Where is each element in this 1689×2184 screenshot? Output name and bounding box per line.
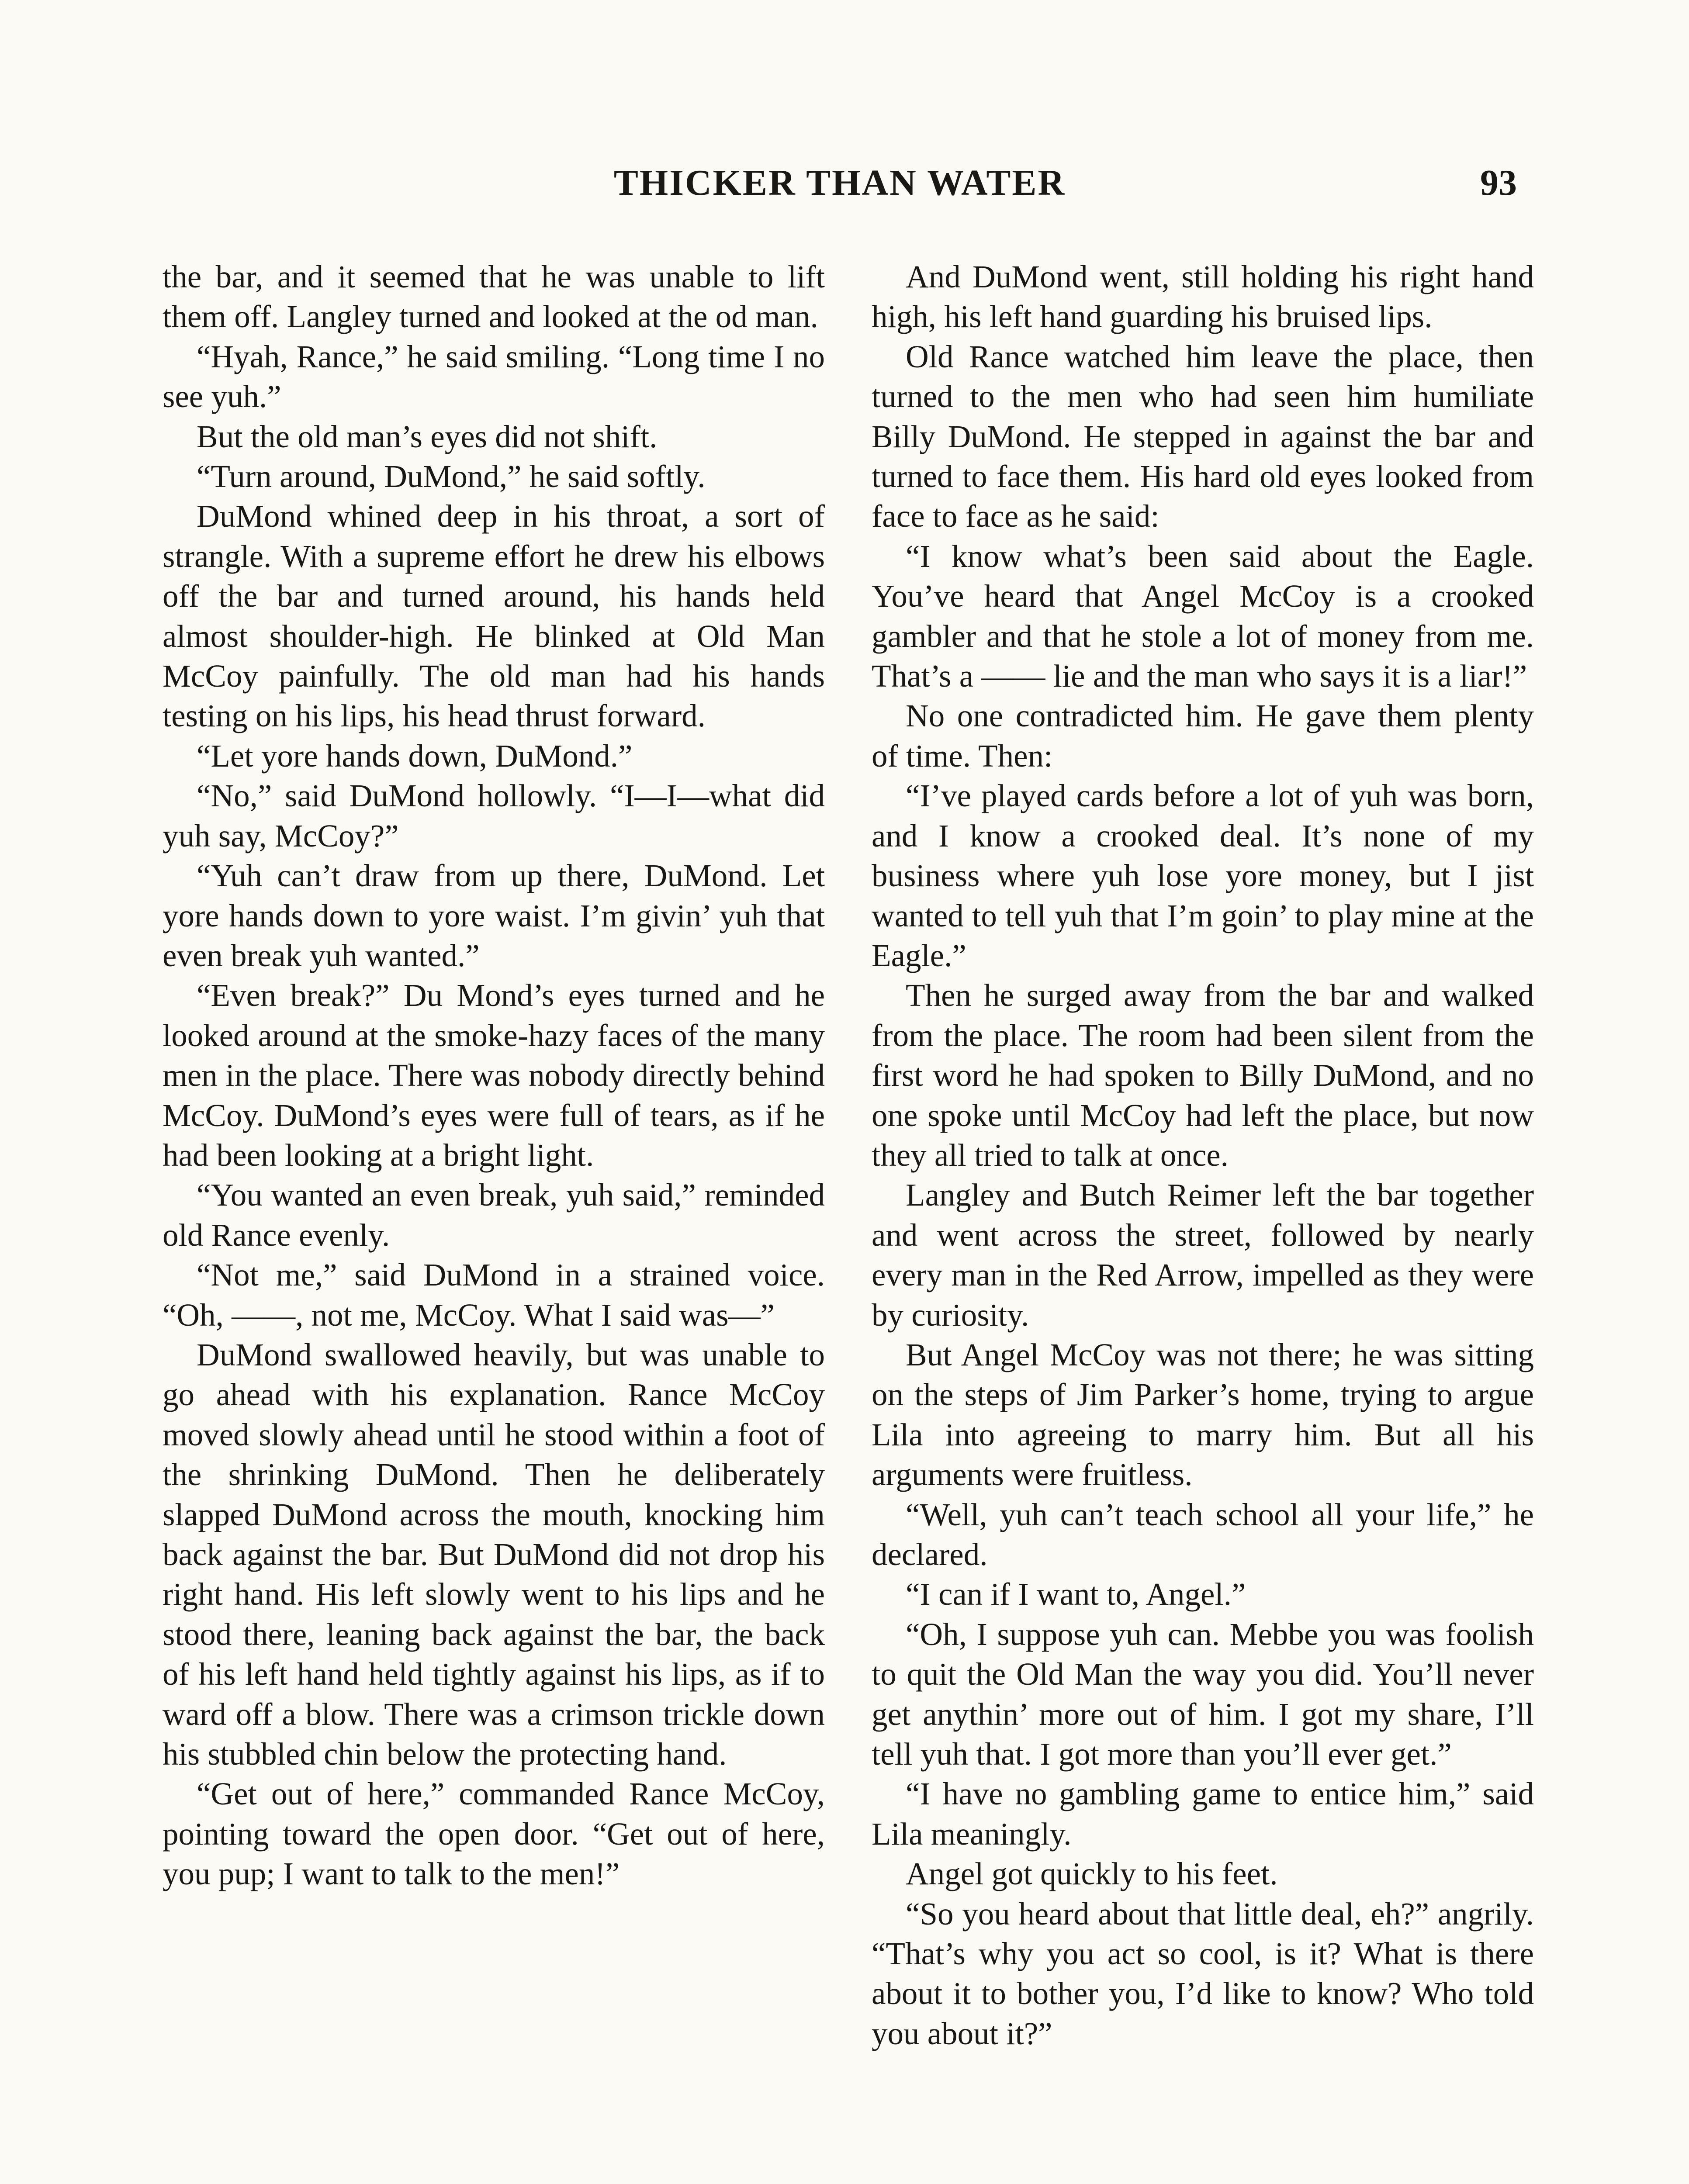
paragraph: “I know what’s been said about the Eagle. You’ve heard that Angel McCoy is a crooked gambler and that he stole a lot of money from me. That’s a —— lie and the man who says it is a liar!”: [872, 538, 1534, 694]
paragraph: “Yuh can’t draw from up there, DuMond. Let yore hands down to yore waist. I’m givin’ yuh that even break yuh wanted.”: [163, 858, 825, 973]
paragraph: “Get out of here,” commanded Rance McCoy, pointing toward the open door. “Get out of here, you pup; I want to talk to the men!”: [163, 1776, 825, 1892]
paragraph: “Even break?” Du Mond’s eyes turned and he looked around at the smoke-hazy faces of the many men in the place. There was nobody directly behind McCoy. DuMond’s eyes were full of tears, as if he had been looking at a bright light.: [163, 978, 825, 1173]
paragraph: “I’ve played cards before a lot of yuh was born, and I know a crooked deal. It’s none of my business where yuh lose yore money, but I jist wanted to tell yuh that I’m goin’ to play mine at the Eagle.”: [872, 778, 1534, 973]
paragraph: “You wanted an even break, yuh said,” reminded old Rance evenly.: [163, 1177, 825, 1253]
paragraph: the bar, and it seemed that he was unable to lift them off. Langley turned and looked at the od man.: [163, 259, 825, 335]
paragraph: “Well, yuh can’t teach school all your life,” he declared.: [872, 1496, 1534, 1572]
paragraph: And DuMond went, still holding his right hand high, his left hand guarding his bruised lips.: [872, 259, 1534, 335]
paragraph: “I can if I want to, Angel.”: [906, 1576, 1246, 1612]
paragraph: “I have no gambling game to entice him,” said Lila meaningly.: [872, 1776, 1534, 1852]
page-header: [163, 162, 1517, 214]
paragraph: DuMond whined deep in his throat, a sort of strangle. With a supreme effort he drew his elbows off the bar and turned around, his hands held almost shoulder-high. He blinked at Old Man McCoy painfully. The old man had his hands testing on his lips, his head thrust forward.: [163, 498, 825, 734]
paragraph: Old Rance watched him leave the place, then turned to the men who had seen him humiliate Billy DuMond. He stepped in against the bar and turned to face them. His hard old eyes looked from face to face as he said:: [872, 339, 1534, 534]
paragraph: “Let yore hands down, DuMond.”: [197, 738, 633, 774]
paragraph: No one contradicted him. He gave them plenty of time. Then:: [872, 698, 1534, 774]
paragraph: But Angel McCoy was not there; he was sitting on the steps of Jim Parker’s home, trying to argue Lila into agreeing to marry him. But all his arguments were fruitless.: [872, 1337, 1534, 1493]
paragraph: Then he surged away from the bar and walked from the place. The room had been silent from the first word he had spoken to Billy DuMond, and no one spoke until McCoy had left the place, but now they all tried to talk at once.: [872, 978, 1534, 1173]
page-number: 93: [1480, 162, 1517, 203]
paragraph: “Not me,” said DuMond in a strained voice. “Oh, ——, not me, McCoy. What I said was—”: [163, 1257, 825, 1333]
paragraph: “So you heard about that little deal, eh?” angrily. “That’s why you act so cool, is it? What is there about it to bother you, I’d like to know? Who told you about it?”: [872, 1896, 1534, 2051]
paragraph: Langley and Butch Reimer left the bar together and went across the street, followed by nearly every man in the Red Arrow, impelled as they were by curiosity.: [872, 1177, 1534, 1333]
paragraph: “Oh, I suppose yuh can. Mebbe you was foolish to quit the Old Man the way you did. You’ll never get anythin’ more out of him. I got my share, I’ll tell yuh that. I got more than you’ll ever get.”: [872, 1616, 1534, 1772]
left-column: [163, 257, 825, 1894]
paragraph: DuMond swallowed heavily, but was unable to go ahead with his explanation. Rance McCoy moved slowly ahead until he stood within a foot of the shrinking DuMond. Then he deliberately slapped DuMond across the mouth, knocking him back against the bar. But DuMond did not drop his right hand. His left slowly went to his lips and he stood there, leaning back against the bar, the back of his left hand held tightly against his lips, as if to ward off a blow. There was a crimson trickle down his stubbled chin below the protecting hand.: [163, 1337, 825, 1772]
running-title: THICKER THAN WATER: [613, 162, 1066, 203]
paragraph: “Turn around, DuMond,” he said softly.: [197, 459, 706, 494]
paragraph: “No,” said DuMond hollowly. “I—I—what did yuh say, McCoy?”: [163, 778, 825, 854]
paragraph: But the old man’s eyes did not shift.: [197, 418, 658, 454]
paragraph: “Hyah, Rance,” he said smiling. “Long time I no see yuh.”: [163, 339, 825, 415]
right-column: [872, 257, 1534, 2053]
paragraph: Angel got quickly to his feet.: [906, 1856, 1278, 1892]
